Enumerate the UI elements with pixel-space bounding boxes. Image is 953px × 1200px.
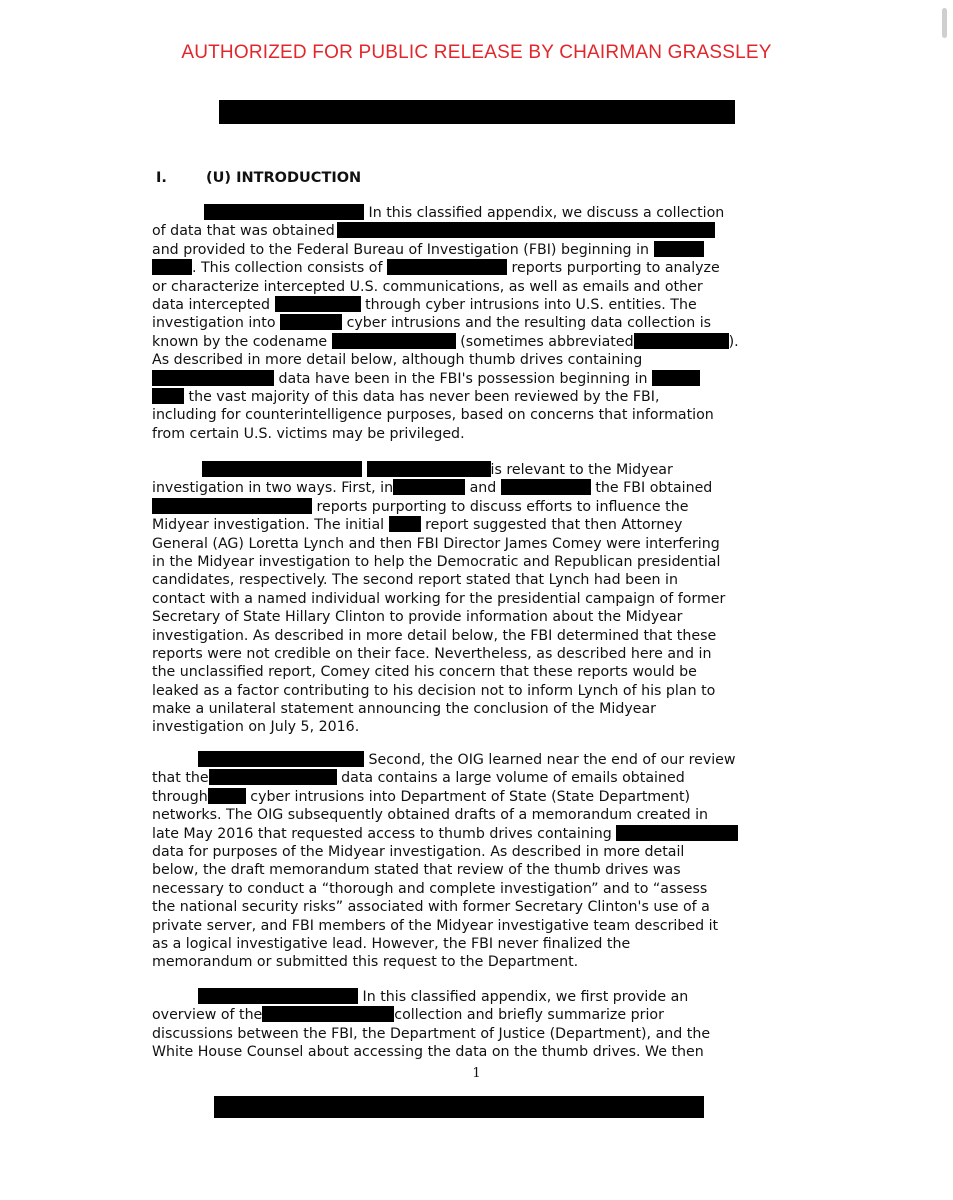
text-line: reports purporting to analyze bbox=[511, 260, 720, 277]
text-line: In this classified appendix, we discuss a collection bbox=[368, 205, 725, 221]
text-line: that the bbox=[152, 770, 209, 787]
redaction bbox=[198, 751, 364, 767]
text-line: networks. The OIG subsequently obtained drafts of a memorandum created in bbox=[152, 807, 709, 824]
redaction bbox=[152, 498, 312, 514]
redaction bbox=[262, 1006, 394, 1022]
redaction bbox=[337, 222, 715, 238]
section-number: I. bbox=[156, 170, 167, 186]
text-line: investigation. As described in more detail below, the FBI determined that these bbox=[152, 627, 717, 644]
text-line: memorandum or submitted this request to the Department. bbox=[152, 954, 579, 971]
text-line: make a unilateral statement announcing the conclusion of the Midyear bbox=[152, 701, 656, 718]
text-line: the FBI obtained bbox=[595, 480, 713, 497]
redaction bbox=[152, 259, 192, 275]
text-line: private server, and FBI members of the Midyear investigative team described it bbox=[152, 917, 719, 934]
text-line: the unclassified report, Comey cited his concern that these reports would be bbox=[152, 664, 697, 681]
text-line: investigation into bbox=[152, 315, 276, 332]
paragraph-3 bbox=[152, 751, 772, 972]
text-line: cyber intrusions into Department of State (State Department) bbox=[250, 788, 691, 805]
page-number: 1 bbox=[472, 1066, 481, 1081]
text-line: In this classified appendix, we first provide an bbox=[362, 989, 689, 1005]
text-line: through bbox=[152, 788, 208, 805]
redaction bbox=[152, 388, 184, 404]
paragraph-2 bbox=[152, 461, 772, 737]
text-line: necessary to conduct a “thorough and complete investigation” and to “assess bbox=[152, 880, 708, 897]
text-line: in the Midyear investigation to help the Democratic and Republican presidential bbox=[152, 553, 721, 570]
scrollbar-thumb[interactable] bbox=[942, 8, 947, 38]
text-line: overview of the bbox=[152, 1007, 263, 1024]
text-line: . This collection consists of bbox=[192, 260, 383, 277]
redaction bbox=[204, 204, 364, 220]
text-line: candidates, respectively. The second report stated that Lynch had been in bbox=[152, 572, 678, 589]
text-line: Secretary of State Hillary Clinton to provide information about the Midyear bbox=[152, 609, 683, 626]
text-line: through cyber intrusions into U.S. entities. The bbox=[365, 296, 697, 313]
text-line: report suggested that then Attorney bbox=[425, 517, 683, 534]
text-line: and provided to the Federal Bureau of Investigation (FBI) beginning in bbox=[152, 241, 650, 258]
classification-redaction-top bbox=[219, 100, 735, 124]
text-line: reports were not credible on their face. Nevertheless, as described here and in bbox=[152, 645, 712, 662]
text-line: investigation on July 5, 2016. bbox=[152, 719, 360, 736]
text-line: known by the codename bbox=[152, 333, 328, 350]
text-line: As described in more detail below, although thumb drives containing bbox=[152, 352, 643, 369]
redaction bbox=[367, 461, 491, 477]
text-line: collection and briefly summarize prior bbox=[394, 1007, 664, 1024]
redaction bbox=[393, 479, 465, 495]
text-line: (sometimes abbreviated bbox=[460, 333, 634, 350]
text-line: leaked as a factor contributing to his decision not to inform Lynch of his plan to bbox=[152, 682, 716, 699]
text-line: the vast majority of this data has never been reviewed by the FBI, bbox=[188, 388, 660, 405]
text-line: investigation in two ways. First, in bbox=[152, 480, 394, 497]
text-line: ). bbox=[728, 333, 739, 350]
text-line: General (AG) Loretta Lynch and then FBI Director James Comey were interfering bbox=[152, 535, 720, 552]
redaction bbox=[198, 988, 358, 1004]
redaction bbox=[280, 314, 342, 330]
redaction bbox=[202, 461, 362, 477]
section-title: (U) INTRODUCTION bbox=[206, 170, 362, 186]
redaction bbox=[275, 296, 361, 312]
text-line: is relevant to the Midyear bbox=[490, 462, 673, 478]
text-line: Second, the OIG learned near the end of our review bbox=[368, 752, 736, 768]
redaction bbox=[152, 370, 274, 386]
text-line: White House Counsel about accessing the data on the thumb drives. We then bbox=[152, 1044, 704, 1061]
text-line: or characterize intercepted U.S. communications, as well as emails and other bbox=[152, 278, 703, 295]
redaction bbox=[387, 259, 507, 275]
redaction bbox=[501, 479, 591, 495]
text-line: cyber intrusions and the resulting data collection is bbox=[346, 315, 712, 332]
redaction bbox=[332, 333, 456, 349]
text-line: including for counterintelligence purposes, based on concerns that information bbox=[152, 407, 714, 424]
redaction bbox=[616, 825, 738, 841]
text-line: late May 2016 that requested access to thumb drives containing bbox=[152, 825, 612, 842]
text-line: and bbox=[469, 480, 497, 497]
text-line: data contains a large volume of emails obtained bbox=[341, 770, 685, 787]
paragraph-1 bbox=[152, 204, 772, 443]
text-line: data have been in the FBI's possession beginning in bbox=[278, 370, 648, 387]
text-line: contact with a named individual working for the presidential campaign of former bbox=[152, 590, 726, 607]
text-line: of data that was obtained bbox=[152, 223, 335, 240]
section-heading bbox=[156, 170, 361, 186]
text-line: data intercepted bbox=[152, 296, 271, 313]
release-notice: AUTHORIZED FOR PUBLIC RELEASE BY CHAIRMAN GRASSLEY bbox=[181, 42, 772, 63]
text-line: from certain U.S. victims may be privileged. bbox=[152, 425, 465, 442]
text-line: as a logical investigative lead. However, the FBI never finalized the bbox=[152, 935, 631, 952]
redaction bbox=[654, 241, 704, 257]
redaction bbox=[652, 370, 700, 386]
text-line: the national security risks” associated with former Secretary Clinton's use of a bbox=[152, 899, 710, 916]
classification-redaction-bottom bbox=[214, 1096, 704, 1118]
text-line: reports purporting to discuss efforts to influence the bbox=[316, 498, 689, 515]
redaction bbox=[634, 333, 729, 349]
text-line: Midyear investigation. The initial bbox=[152, 517, 385, 534]
text-line: discussions between the FBI, the Department of Justice (Department), and the bbox=[152, 1025, 711, 1042]
redaction bbox=[389, 516, 421, 532]
redaction bbox=[208, 788, 246, 804]
redaction bbox=[209, 769, 337, 785]
text-line: below, the draft memorandum stated that review of the thumb drives was bbox=[152, 862, 681, 879]
text-line: data for purposes of the Midyear investigation. As described in more detail bbox=[152, 843, 685, 860]
paragraph-4 bbox=[152, 988, 772, 1062]
